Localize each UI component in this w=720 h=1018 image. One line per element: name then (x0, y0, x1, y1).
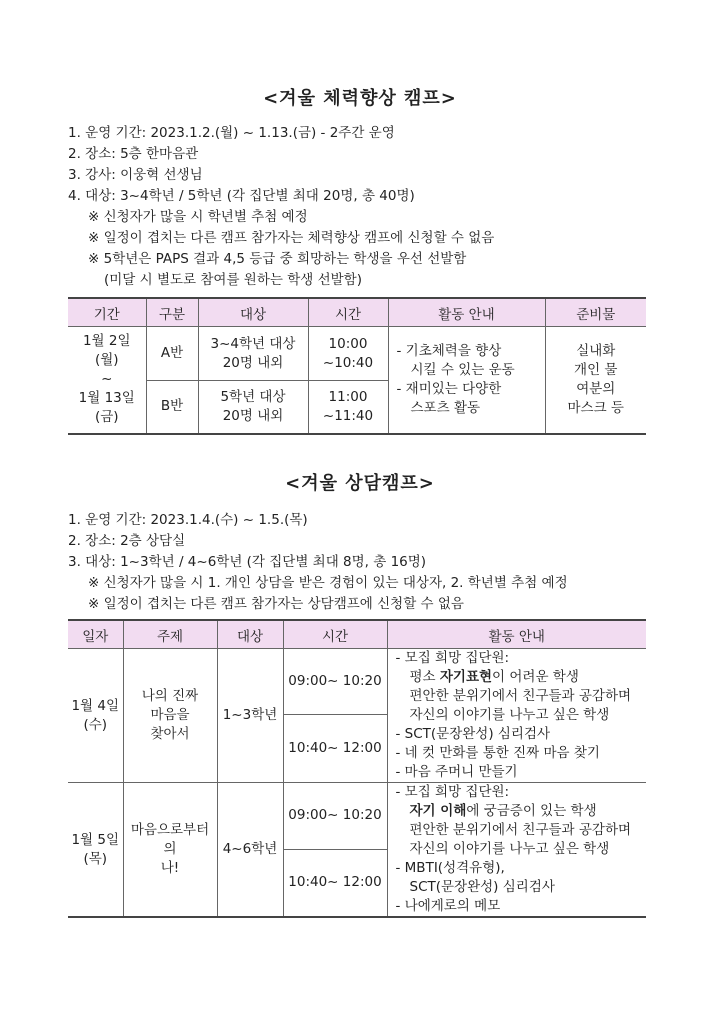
activity-line: 편안한 분위기에서 친구들과 공감하며 (409, 822, 632, 838)
topic-line: 마음을 (150, 707, 190, 723)
group-cell: B반 (146, 381, 198, 434)
camp1-info-list (68, 123, 494, 291)
time-cell: 09:00~ 10:20 (283, 649, 387, 715)
camp1-line: 1. 운영 기간: 2023.1.2.(월) ~ 1.13.(금) - 2주간 운영 (68, 125, 395, 141)
activity-text: 평소 (409, 669, 440, 685)
camp1-note-continued: (미달 시 별도로 참여를 원하는 학생 선발함) (104, 272, 362, 288)
target-line: 20명 내외 (222, 354, 284, 371)
camp1-note: ※ 신청자가 많을 시 학년별 추첨 예정 (88, 209, 308, 225)
period-tilde: ~ (101, 371, 113, 388)
camp1-line: 2. 장소: 5층 한마음관 (68, 146, 199, 162)
header-activity: 활동 안내 (387, 620, 646, 649)
time-line: ~11:40 (322, 407, 374, 424)
activity-line: - 모집 희망 집단원: (395, 650, 510, 666)
camp1-title: <겨울 체력향상 캠프> (263, 88, 457, 109)
target-cell: 1~3학년 (217, 649, 283, 783)
table-header-row (68, 620, 646, 649)
activity-line: - MBTI(성격유형), (395, 860, 505, 876)
camp2-note: ※ 신청자가 많을 시 1. 개인 상담을 받은 경험이 있는 대상자, 2. 학년별 추첨 예정 (88, 575, 568, 591)
target-cell (198, 327, 308, 381)
header-activity: 활동 안내 (388, 298, 545, 327)
target-cell: 4~6학년 (217, 783, 283, 918)
supplies-line: 여분의 (576, 380, 616, 397)
activity-line: - 재미있는 다양한 (396, 380, 502, 397)
table-row (68, 783, 646, 850)
activity-text: 에 궁금증이 있는 학생 (466, 803, 597, 819)
supplies-line: 실내화 (576, 342, 616, 359)
header-group: 구분 (146, 298, 198, 327)
table-row (68, 649, 646, 715)
time-line: 10:00 (328, 335, 368, 352)
camp1-schedule-table (68, 297, 646, 435)
group-cell: A반 (146, 327, 198, 381)
target-line: 20명 내외 (222, 407, 284, 424)
activity-text: 이 어려운 학생 (492, 669, 579, 685)
activity-line: - 마음 주머니 만들기 (395, 764, 518, 780)
activity-cell (387, 783, 646, 918)
topic-line: 의 (163, 841, 177, 857)
activity-line: 편안한 분위기에서 친구들과 공감하며 (409, 688, 632, 704)
header-time: 시간 (283, 620, 387, 649)
target-line: 5학년 대상 (220, 388, 286, 405)
camp1-note: ※ 5학년은 PAPS 결과 4,5 등급 중 희망하는 학생을 우선 선발함 (88, 251, 467, 267)
date-line: 1월 5일 (71, 831, 120, 848)
time-cell: 09:00~ 10:20 (283, 783, 387, 850)
time-line: ~10:40 (322, 354, 374, 371)
date-line: (목) (83, 850, 108, 867)
target-cell (198, 381, 308, 434)
camp2-schedule-table (68, 619, 646, 918)
time-line: 11:00 (328, 388, 368, 405)
supplies-cell (545, 327, 646, 434)
activity-line: - 나에게로의 메모 (395, 898, 501, 914)
date-cell (68, 649, 123, 783)
topic-line: 나! (160, 860, 180, 876)
supplies-line: 개인 물 (574, 361, 618, 378)
activity-cell (387, 649, 646, 783)
date-cell (68, 783, 123, 918)
camp1-line: 3. 강사: 이웅혁 선생님 (68, 167, 203, 183)
period-end: 1월 13일 (78, 390, 135, 407)
date-line: (수) (83, 716, 108, 733)
target-line: 3~4학년 대상 (210, 335, 296, 352)
activity-line (396, 668, 647, 687)
camp1-note: ※ 일정이 겹치는 다른 캠프 참가자는 체력향상 캠프에 신청할 수 없음 (88, 230, 495, 246)
topic-line: 나의 진짜 (141, 688, 199, 704)
topic-line: 마음으로부터 (130, 822, 210, 838)
header-time: 시간 (308, 298, 388, 327)
camp2-line: 1. 운영 기간: 2023.1.4.(수) ~ 1.5.(목) (68, 512, 308, 528)
table-row (68, 327, 646, 381)
time-cell (308, 381, 388, 434)
topic-cell (123, 649, 217, 783)
activity-emphasis: 자기표현 (439, 669, 493, 685)
activity-emphasis: 자기 이해 (409, 803, 467, 819)
camp2-line: 2. 장소: 2층 상담실 (68, 533, 186, 549)
header-target: 대상 (217, 620, 283, 649)
activity-line: - SCT(문장완성) 심리검사 (395, 726, 551, 742)
camp1-line: 4. 대상: 3~4학년 / 5학년 (각 집단별 최대 20명, 총 40명) (68, 188, 415, 204)
header-target: 대상 (198, 298, 308, 327)
time-cell (308, 327, 388, 381)
header-topic: 주제 (123, 620, 217, 649)
activity-line: 자신의 이야기를 나누고 싶은 학생 (409, 841, 610, 857)
period-end-day: (금) (94, 409, 119, 426)
camp2-note: ※ 일정이 겹치는 다른 캠프 참가자는 상담캠프에 신청할 수 없음 (88, 596, 464, 612)
activity-line: 스포츠 활동 (410, 399, 480, 416)
activity-line: - 기초체력을 향상 (396, 342, 502, 359)
period-start: 1월 2일 (82, 333, 131, 350)
supplies-line: 마스크 등 (567, 399, 624, 416)
date-line: 1월 4일 (71, 697, 120, 714)
activity-cell (388, 327, 545, 434)
camp2-title: <겨울 상담캠프> (285, 473, 435, 494)
camp2-line: 3. 대상: 1~3학년 / 4~6학년 (각 집단별 최대 8명, 총 16명) (68, 554, 427, 570)
activity-line: - 네 컷 만화를 통한 진짜 마음 찾기 (395, 745, 600, 761)
period-cell (68, 327, 146, 434)
header-period: 기간 (68, 298, 146, 327)
activity-line: - 모집 희망 집단원: (395, 784, 510, 800)
table-header-row (68, 298, 646, 327)
activity-line: SCT(문장완성) 심리검사 (409, 879, 555, 895)
activity-line: 시킬 수 있는 운동 (410, 361, 515, 378)
activity-line: 자신의 이야기를 나누고 싶은 학생 (409, 707, 610, 723)
time-cell: 10:40~ 12:00 (283, 849, 387, 917)
time-cell: 10:40~ 12:00 (283, 714, 387, 782)
period-start-day: (월) (94, 352, 119, 369)
topic-cell (123, 783, 217, 918)
header-date: 일자 (68, 620, 123, 649)
camp2-info-list (68, 510, 568, 615)
header-supplies: 준비물 (545, 298, 646, 327)
activity-line (396, 802, 647, 821)
topic-line: 찾아서 (150, 726, 190, 742)
